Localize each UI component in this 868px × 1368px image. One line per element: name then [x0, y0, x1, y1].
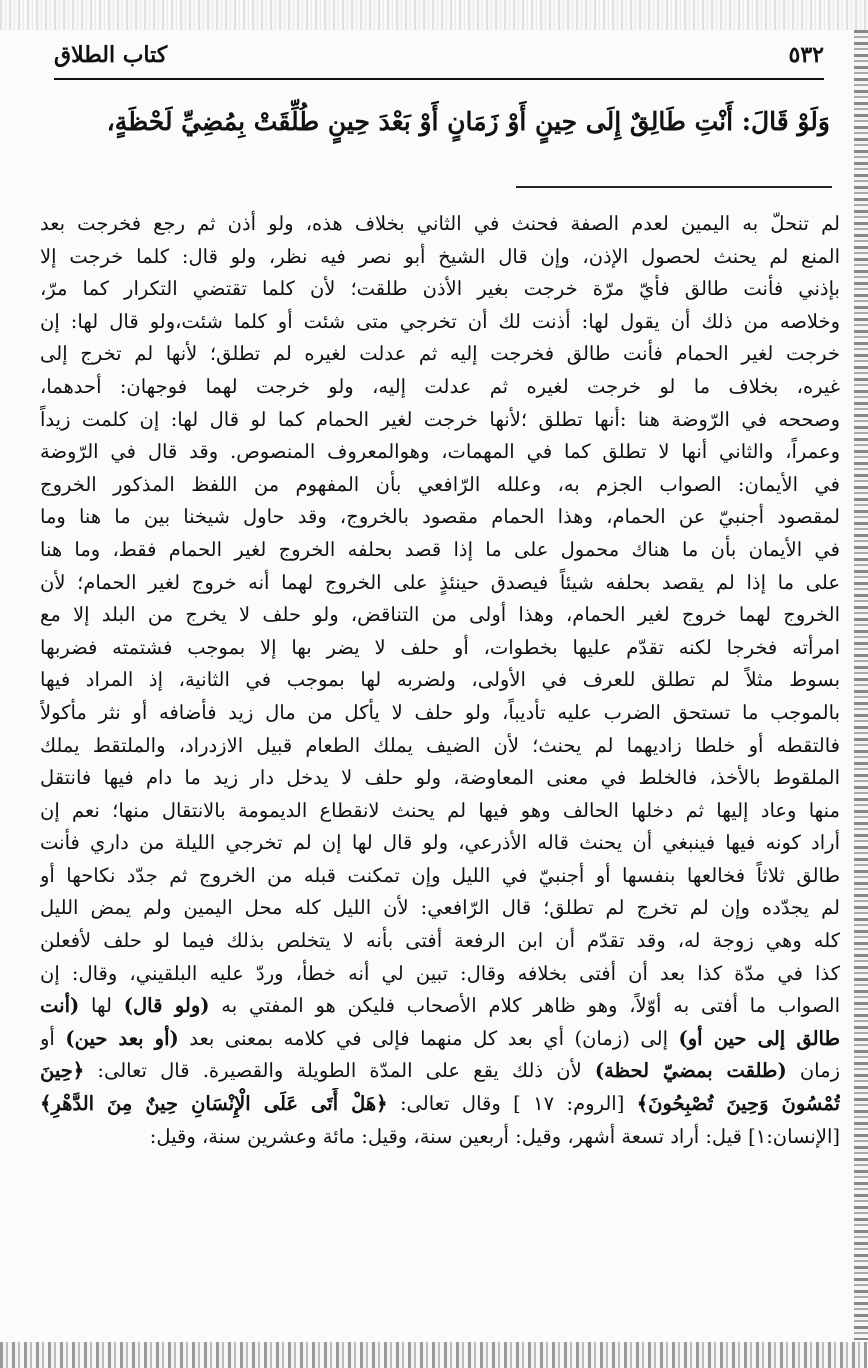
text-line [40, 697, 840, 730]
text-segment: في الأيمان بأن ما هناك محمول على ما إذا قصد بحلفه الخروج لغير الحمام فقط، وما هنا [40, 537, 840, 561]
bold-text-segment: ﴿حِينَ [40, 1059, 85, 1083]
text-segment: [الإنسان:١] قيل: أراد تسعة أشهر، وقيل: أربعين سنة، وقيل: مائة وعشرين سنة، وقيل: [149, 1124, 840, 1148]
text-line [40, 1121, 840, 1154]
bold-text-segment: (ولو قال) [123, 994, 210, 1018]
text-line [40, 599, 840, 632]
text-line [40, 1055, 840, 1088]
decorative-right-border [854, 30, 868, 1340]
separator-line [516, 186, 832, 188]
text-line [40, 925, 840, 958]
text-line [40, 1088, 840, 1121]
text-line [40, 892, 840, 925]
text-segment: خرجت لغير الحمام فأنت طالق فخرجت إليه ثم عدلت لغيره لم تطلق؛ لأنها لم تخرج إلى [40, 342, 840, 366]
running-title: كتاب الطلاق [54, 42, 168, 68]
text-line [40, 990, 840, 1023]
text-segment: لها [79, 994, 124, 1018]
text-segment: لمقصود أجنبيّ عن الحمام، وهذا الحمام مقصود بالخروج، وقد حاول شيخنا بين ما هنا وما [40, 505, 840, 529]
text-segment: بإذني فأنت طالق فأيّ مرّة خرجت بغير الأذن طلقت؛ لأن كلما تقتضي التكرار كما مرّ، [40, 277, 840, 301]
text-segment: امرأته فخرجا لكنه تقدّم عليها بخطوات، أو حلف لا يضر بها إلا بموجب فشتمته فضربها [40, 635, 840, 659]
text-line [40, 567, 840, 600]
bold-text-segment: (أو بعد حين) [65, 1026, 179, 1050]
text-segment: أراد كونه فيها فينبغي أن يحنث قاله الأذرعي، ولو قال لها إن لم تخرجي الليلة من داري فأنت [40, 831, 840, 855]
text-line [40, 534, 840, 567]
text-segment: كذا في مدّة كذا بعد أن أفتى بخلافه وقال: تبين لي أنه خطأ، وردّ عليه البلقيني، وقال: إن [40, 961, 840, 985]
text-segment: منها وعاد إليها ثم دخلها الحالف وهو فيها لم يحنث لانقطاع الديمومة بالانتقال منها؛ نعم إن [40, 798, 840, 822]
text-line [40, 958, 840, 991]
text-segment: وصححه في الرّوضة هنا :أنها تطلق ؛لأنها خرجت لغير الحمام كما لو قال لها: إن كلمت زيداً [40, 407, 840, 431]
text-segment: وعمراً، والثاني أنها لا تطلق كما في المهمات، وهوالمعروف المنصوص. وقد قال في الرّوضة [40, 440, 840, 464]
text-segment: فالتقطه أو خلطا زاديهما لم يحنث؛ لأن الضيف يملك الطعام قبيل الازدراد، والملتقط يملك [40, 733, 840, 757]
text-segment: في الأيمان: الصواب الجزم به، وعلله الرّافعي بأن المفهوم من اللفظ المذكور الخروج [40, 472, 840, 496]
bold-text-segment: تُمْسُونَ وَحِينَ تُصْبِحُونَ﴾ [636, 1092, 840, 1116]
text-line [40, 501, 840, 534]
text-segment: أو [40, 1026, 66, 1050]
text-line [40, 1023, 840, 1056]
decorative-bottom-border [0, 1342, 868, 1368]
text-line [40, 208, 840, 241]
page-header [54, 38, 824, 80]
text-segment: [الروم: ١٧ ] وقال تعالى: [387, 1092, 637, 1116]
text-segment: الخروج لهما خروج لغير الحمام، وهذا أولى من التناقض، ولو حلف لا يخرج من البلد إلا مع [40, 603, 840, 627]
text-line [40, 338, 840, 371]
text-line [40, 860, 840, 893]
bold-text-segment: طالق إلى حين أو) [678, 1026, 840, 1050]
commentary-text [40, 208, 840, 1328]
text-segment: المنع لم يحنث لحصول الإذن، وإن قال الشيخ أبو نصر فيه نظر، ولو قال: كلما خرجت إلا [40, 244, 840, 268]
text-segment: الصواب ما أفتى به أوّلاً، وهو ظاهر كلام الأصحاب فليكن هو المفتي به [209, 994, 840, 1018]
text-segment: لم تنحلّ به اليمين لعدم الصفة فحنث في الثاني بخلاف هذه، ولو أذن ثم رجع فخرجت بعد [40, 212, 840, 235]
text-segment: زمان [786, 1059, 840, 1083]
text-segment: وخلاصه من ذلك أن يقول لها: أذنت لك أن تخرجي متى شئت أو كلما شئت،ولو قال لها: إن [40, 309, 840, 333]
text-segment: طالق ثلاثاً فخالعها بنفسها أو أجنبيّ في الليل وإن تمكنت قبله من الخروج ثم جدّد نكاحها أو [40, 863, 840, 887]
text-line [40, 730, 840, 763]
text-segment: إلى (زمان) أي بعد كل منهما فإلى في كلامه بمعنى بعد [178, 1026, 679, 1050]
text-line [40, 664, 840, 697]
bold-text-segment: (أنت [40, 994, 80, 1018]
text-line [40, 632, 840, 665]
text-segment: بسوط مثلاً لم تطلق للعرف في الأولى، ولضربه لها بموجب في الثانية، إذ المراد فيها [40, 668, 840, 692]
text-line [40, 404, 840, 437]
text-segment: لم يجدّده وإن لم تخرج لم تطلق؛ قال الرّافعي: لأن الليل كله محل اليمين ولم يمض الليل [40, 896, 840, 920]
bold-text-segment: ﴿هَلْ أَتَى عَلَى الْإِنْسَانِ حِينٌ مِنَ الدَّهْرِ﴾ [40, 1092, 388, 1116]
text-line [40, 469, 840, 502]
text-line [40, 306, 840, 339]
text-line [40, 371, 840, 404]
decorative-top-border [0, 0, 868, 30]
text-segment: غيره، بخلاف ما لو خرجت لغيره ثم عدلت إليه، ولو خرجت لهما فوجهان: أحدهما، [40, 374, 840, 398]
text-segment: كله وهي زوجة له، وقد تقدّم أن ابن الرفعة أفتى بأنه لا يتخلص بذلك فيما لو حلف لأفعلن [40, 929, 840, 953]
text-segment: بالموجب ما تستحق الضرب عليه تأديباً، ولو حلف لا يأكل من مال زيد فأضافه أو نثر مأكولاً [40, 700, 840, 724]
text-line [40, 273, 840, 306]
text-line [40, 436, 840, 469]
text-segment: الملقوط بالأخذ، فالخلط في معنى المعاوضة، ولو حلف لا يدخل دار زيد ما دام فيها فانتقل [40, 766, 840, 790]
text-line [40, 795, 840, 828]
text-line [40, 241, 840, 274]
text-segment: لأن ذلك يقع على المدّة الطويلة والقصيرة. قال تعالى: [84, 1059, 595, 1083]
text-line [40, 827, 840, 860]
page-number: ٥٣٢ [788, 42, 824, 68]
text-line [40, 762, 840, 795]
text-segment: على ما إذا لم يقصد بحلفه شيئاً فيصدق حينئذٍ على الخروج لهما أنه خروج لغير الحمام؛ لأن [40, 570, 840, 594]
bold-text-segment: (طلقت بمضيّ لحظة) [594, 1059, 787, 1083]
matn-text: وَلَوْ قَالَ: أَنْتِ طَالِقٌ إِلَى حِينٍ أَوْ زَمَانٍ أَوْ بَعْدَ حِينٍ طُلِّقَتْ بِمُضِيِّ لَحْظَةٍ، [106, 107, 830, 136]
